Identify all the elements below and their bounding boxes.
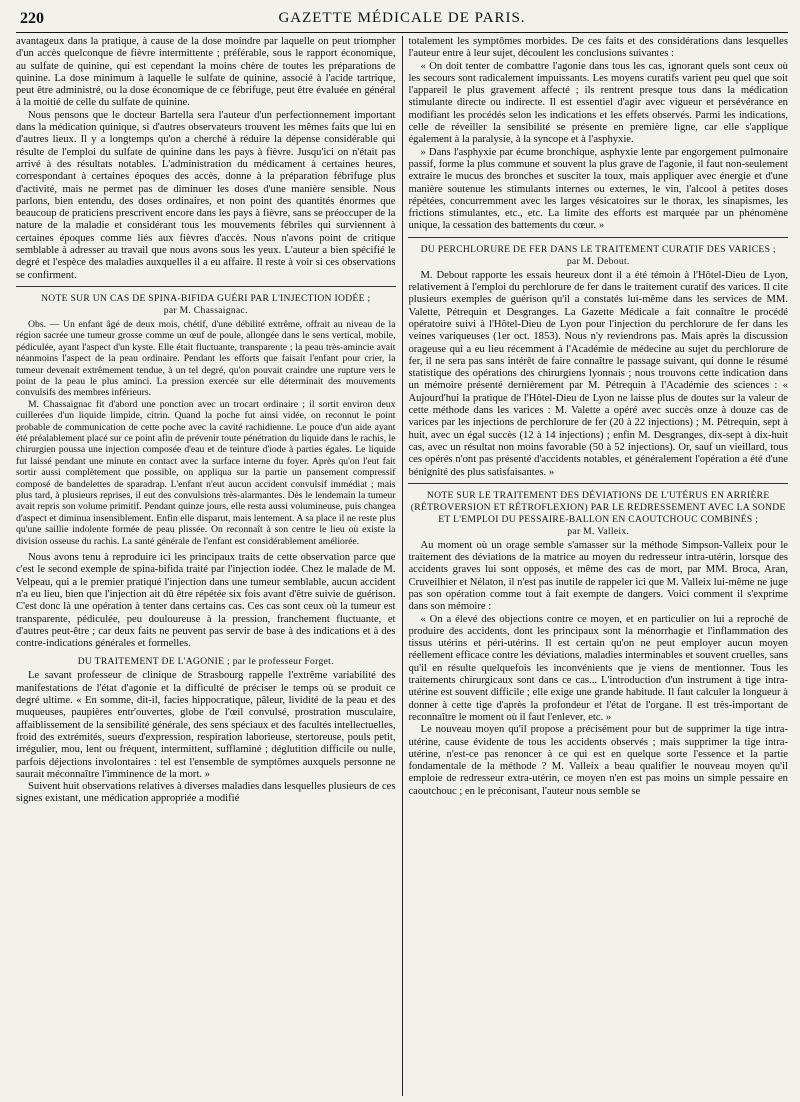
quote-paragraph: « On doit tenter de combattre l'agonie dans tous les cas, ignorant quels sont ceux où les secours sont radicalement impuissants. Les moyens curatifs varient peu quel que soit l'appareil le plus gravement affecté ; ils rentrent presque tous dans la médication stimulante directe ou indirecte. Il est essentiel d'agir avec vigueur et persévérance en modifiant les procédés selon les indications et les effets observés. Parmi les indications, celle de réveiller la sensibilité se présente en première ligne, car elle s'applique également à la paralysie, à la syncope et à l'asphyxie. — [408, 60, 788, 146]
section-rule — [408, 483, 788, 484]
section-rule — [408, 237, 788, 238]
section-author: par M. Debout. — [566, 255, 630, 267]
section-title-uterus — [408, 490, 788, 538]
section-title-text: NOTE SUR UN CAS DE SPINA-BIFIDA GUÉRI PAR L'INJECTION IODÉE ; — [41, 292, 371, 304]
column-divider — [402, 36, 403, 1096]
left-column — [16, 36, 396, 1096]
section-author: par M. Valleix. — [567, 525, 630, 537]
quote-paragraph: » Dans l'asphyxie par écume bronchique, asphyxie lente par engorgement pulmonaire passif, forme la plus commune et souvent la plus grave de l'agonie, il faut non-seulement extraire le mucus des bronches et susciter la toux, mais appliquer avec énergie et d'une manière soutenue les stimulants internes ou externes, le vin, l'alcool à petites doses répétées, concurremment avec les larges vésicatoires sur le thorax, les sinapismes, les frictions stimulantes, etc., etc. La limite des efforts est marquée par un phénomène unique, la cessation des battements du cœur. » — [408, 146, 788, 232]
paragraph: Nous pensons que le docteur Bartella sera l'auteur d'un perfectionnement important dans la médication quinique, si d'autres observateurs trouvent les mêmes faits que lui en d'autres lieux. Il y a longtemps qu'on a cherché à réduire la dépense considérable qui résulte de l'emploi du sulfate de quinine dans les pays à fièvre. Jusqu'ici on n'était pas arrivé à des résultats notables. L'administration du médicament à certaines heures, correspondant à certaines époques des accès, donne à la préparation fébrifuge plus d'activité, mais ne permet pas de diminuer les doses d'une manière sensible. Nous parlons, bien entendu, des doses ordinaires, et non point des quantités énormes que beaucoup de praticiens prescrivent encore dans les pays à fièvre, sans se préoccuper de la nature de la maladie et considérant tous les mouvements fébriles qui surviennent à certaines époques comme liés aux fièvres d'accès. Nous n'avons point de critique semblable à adresser au travail que nous avons sous les yeux. L'auteur a bien spécifié le degré et l'espèce des maladies auxquelles il a eu affaire. Il reste à voir si ces observations se confirment. — [16, 109, 396, 281]
page-number: 220 — [20, 10, 44, 27]
section-title-text: DU PERCHLORURE DE FER DANS LE TRAITEMENT CURATIF DES VARICES ; — [420, 243, 776, 255]
section-title-text: NOTE SUR LE TRAITEMENT DES DÉVIATIONS DE L'UTÉRUS EN ARRIÈRE (RÉTROVERSION ET RÉTROFLEXION) PAR LE REDRESSEMENT AVEC LA SONDE ET L'EMPLOI DU PESSAIRE-BALLON EN CAOUTCHOUC COMBINÉS ; — [410, 489, 786, 525]
section-title-agonie — [16, 656, 396, 668]
paragraph: Le savant professeur de clinique de Strasbourg rappelle l'extrême variabilité des manifestations de l'état d'agonie et la difficulté de préciser le temps où se produit ce degré ultime. « En somme, dit-il, facies hippocratique, pâleur, lividité de la peau et des muqueuses, paupières entr'ouvertes, globe de l'œil convulsé, prostration musculaire, affaiblissement de la sensibilité générale, des sens spéciaux et des facultés intellectuelles, froid des extrémités, sueurs d'expression, respiration laborieuse, stertoreuse, pouls petit, irrégulier, mou, lent ou fréquent, intermittent, sufflaminé ; déglutition difficile ou nulle, parfois déjections involontaires : tel est l'ensemble de symptômes auxquels personne ne saurait méconnaître l'imminence de la mort. » — [16, 670, 396, 780]
section-rule — [16, 286, 396, 287]
paragraph: Suivent huit observations relatives à diverses maladies dans lesquelles plusieurs de ces signes existant, une médication appropriée a modifié — [16, 781, 396, 805]
quote-paragraph: « On a élevé des objections contre ce moyen, et en particulier on lui a reproché de produire des accidents, dont les principaux sont la ménorrhagie et l'inflammation des tissus utérins et péri-utérins. Il est certain qu'on ne peut employer aucun moyen réellement efficace contre les déviations, maladies interminables et souvent cruelles, sans qu'il en résulte quelquefois les inconvénients que je viens de mentionner. Tous les traitements chirurgicaux sont dans ce cas... L'introduction d'un instrument à tige intra-utérine est souvent difficile ; elle exige une grande habitude. Il faut calculer la longueur à donner à cette tige d'après la profondeur et l'état de l'organe. Il est très-important de reconnaître le moment où il faut l'enlever, etc. » — [408, 613, 788, 723]
section-title-text: DU TRAITEMENT DE L'AGONIE ; — [77, 656, 230, 668]
section-title-perchlorure — [408, 244, 788, 268]
section-author: par le professeur Forget. — [232, 656, 334, 668]
paragraph: avantageux dans la pratique, à cause de la dose moindre par laquelle on peut triompher d'un accès quelconque de fièvre intermittente ; préférable, sous le rapport économique, au sulfate de quinine, qui est cependant la moins chère de toutes les préparations de quinine. La dose minimum à laquelle le sulfate de quinine, associé à l'acide tartrique, peut être administré, ou la dose économique de ce fébrifuge, peut être évaluée en général à la moitié de celle du sulfate de quinine. — [16, 36, 396, 109]
observation-paragraph: M. Chassaignac fit d'abord une ponction avec un trocart ordinaire ; il sortit environ deux cuillerées d'un liquide limpide, citrin. Quand la poche fut ainsi vidée, on reconnut le point probable de communication de cette poche avec la cavité rachidienne. Le pouce d'un aide ayant été préalablement placé sur ce point afin de prévenir toute pénétration du liquide dans le rachis, le chirurgien poussa une injection composée d'eau et de teinture d'iode à parties égales. Le liquide fut laissé pendant une minute en contact avec la surface interne du foyer. Après qu'on l'eut fait sortir aussi complètement que possible, on appliqua sur la partie un pansement compressif composé de bandelettes de sparadrap. L'enfant n'eut aucun accident convulsif immédiat ; mais plus tard, à plusieurs reprises, il eut des convulsions très-alarmantes. Dès le lendemain la tumeur avait repris son volume primitif. Pendant quinze jours, elle resta aussi volumineuse, puis changea d'aspect et diminua insensiblement. Enfin elle disparut, mais lentement. A sa place il ne reste plus qu'une saillie indolente formée de peau plissée. On reconnaît à son centre le lieu où existe la division osseuse du rachis. La santé générale de l'enfant est considérablement améliorée. — [16, 398, 396, 547]
paragraph: Nous avons tenu à reproduire ici les principaux traits de cette observation parce que c'est le second exemple de spina-bifida traité par l'injection iodée. Chez le malade de M. Velpeau, qui a le premier pratiqué l'injection dans une tumeur semblable, aucun accident n'a eu lieu, bien que l'injection ait dû être répétée six fois avant d'être suivie de guérison. C'est donc là une opération à tenter dans certains cas. Ces cas sont ceux où la tumeur est transparente, pédiculée, peu douloureuse à la pression, franchement fluctuante, et d'autres peut-être ; car deux faits ne peuvent pas servir de base à des indications et à des contre-indications générales et formelles. — [16, 552, 396, 650]
section-title-spina-bifida — [16, 293, 396, 317]
text-columns — [16, 36, 788, 1096]
page-header — [16, 8, 788, 33]
right-column — [408, 36, 788, 1096]
observation-paragraph: Obs. — Un enfant âgé de deux mois, chétif, d'une débilité extrême, offrait au niveau de la région sacrée une tumeur grosse comme un œuf de poule, allongée dans le sens vertical, mobile, pédiculée, ayant l'aspect d'un kyste. Elle était fluctuante, transparente ; la peau très-amincie avait néanmoins l'aspect de la peau ordinaire. Pendant les efforts que faisait l'enfant pour crier, la tumeur devenait extrêmement tendue, à un tel degré, qu'on pouvait craindre une rupture vers le point de la peau le plus aminci. La pression exercée sur elle déterminait des mouvements convulsifs des membres inférieurs. — [16, 318, 396, 399]
paragraph: Au moment où un orage semble s'amasser sur la méthode Simpson-Valleix pour le traitement des déviations de la matrice au moyen du redresseur intra-utérin, lorsque des accidents graves lui sont opposés, et même des cas de mort, par MM. Broca, Aran, Cruveilhier et Nélaton, il n'est pas inutile de rappeler ici que M. Valleix lui-même ne juge pas son opération comme tout à fait exempte de dangers. Voici comment il s'exprime dans son mémoire : — [408, 539, 788, 613]
paragraph: Le nouveau moyen qu'il propose a précisément pour but de supprimer la tige intra-utérine, cause évidente de tous les accidents observés ; mais supprimer la tige intra-utérine, n'est-ce pas renoncer à ce qui est en quelque sorte l'essence et la partie fondamentale de la méthode ? M. Valleix a beau qualifier le nouveau moyen qu'il emploie de redresseur extra-utérin, ce moyen n'en est pas moins un simple pessaire en caoutchouc ; en le préconisant, l'auteur nous semble se — [408, 724, 788, 797]
running-title: GAZETTE MÉDICALE DE PARIS. — [278, 10, 526, 26]
paragraph: totalement les symptômes morbides. De ces faits et des considérations dans lesquelles l'auteur entre à leur sujet, découlent les conclusions suivantes : — [408, 36, 788, 60]
section-author: par M. Chassaignac. — [163, 304, 248, 316]
paragraph: M. Debout rapporte les essais heureux dont il a été témoin à l'Hôtel-Dieu de Lyon, relativement à l'emploi du perchlorure de fer dans le traitement curatif des varices. Il cite plusieurs exemples de guérison qu'il a constatés lui-même dans les services de MM. Valette, Pétrequin et Desgranges. La Gazette Médicale a fait connaître le procédé opératoire suivi à l'Hôtel-Dieu de Lyon pour l'injection du perchlorure de fer dans les veines variqueuses (1er oct. 1853). Nous n'y reviendrons pas. Mais après la discussion orageuse qui a eu lieu récemment à l'Académie de médecine au sujet du perchlorure de fer, il ne sera pas sans intérêt de faire connaître le passage suivant, qui donne le résumé statistique des opérations des chirurgiens lyonnais ; nous trouvons cette indication dans un mémoire présenté dernièrement par M. Pétrequin à l'Académie des sciences : « Aujourd'hui la pratique de l'Hôtel-Dieu de Lyon ne laisse plus de doutes sur la valeur de cette méthode dans les varices : M. Valette a opéré avec succès onze à douze cas de varices par les injections de perchlorure de fer (20 à 22 injections) ; M. Pétrequin, sept à huit, avec un égal succès (12 à 14 injections) ; enfin M. Desgranges, dix-sept à dix-huit cas, avec un résultat non moins favorable (50 à 52 injections). Or, sauf un vieillard, tous ces opérés n'ont pas présenté d'accidents notables, et généralement l'opération a été d'une bénignité des plus satisfaisantes. » — [408, 269, 788, 478]
